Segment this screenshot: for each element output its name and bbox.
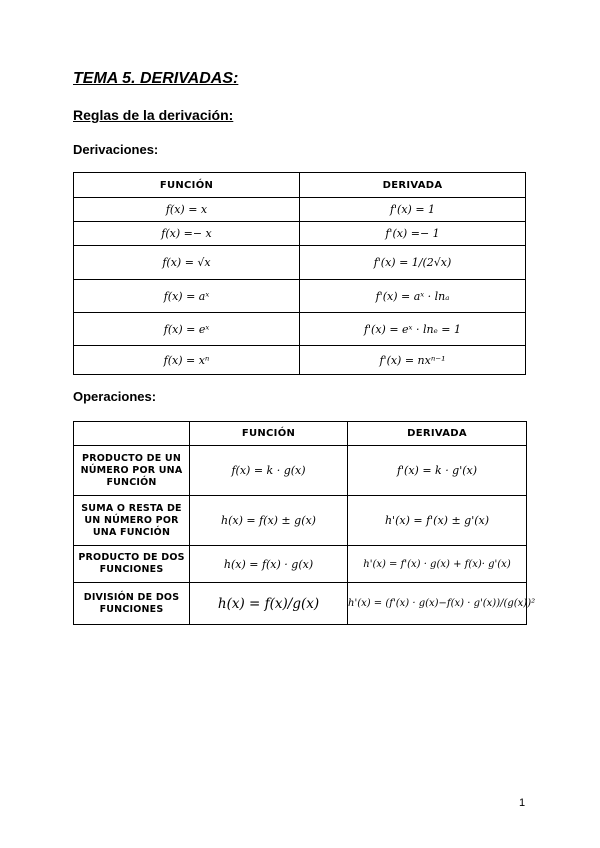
derivaciones-header-row [74, 173, 526, 198]
operaciones-heading: Operaciones: [73, 389, 157, 404]
funcion-cell: f(x) = k · g(x) [190, 446, 348, 496]
derivada-cell: h'(x) = f'(x) · g(x) + f(x)· g'(x) [348, 546, 527, 583]
derivada-cell: f'(x) = eˣ · lnₑ = 1 [300, 313, 526, 346]
operation-label: PRODUCTO DE UN NÚMERO POR UNA FUNCIÓN [74, 446, 190, 496]
table-row [74, 583, 527, 625]
derivada-cell: h'(x) = (f'(x) · g(x)−f(x) · g'(x))/(g(x))² [348, 583, 527, 625]
operation-label: SUMA O RESTA DE UN NÚMERO POR UNA FUNCIÓN [74, 496, 190, 546]
operaciones-table [73, 421, 536, 625]
header-funcion: FUNCIÓN [74, 173, 300, 198]
table-row [74, 496, 527, 546]
derivaciones-heading: Derivaciones: [73, 142, 159, 157]
derivada-cell: f'(x) =− 1 [300, 222, 526, 246]
funcion-cell: h(x) = f(x)/g(x) [190, 583, 348, 625]
derivada-cell: f'(x) = 1/(2√x) [300, 246, 526, 280]
derivada-cell: h'(x) = f'(x) ± g'(x) [348, 496, 527, 546]
table-row [74, 222, 526, 246]
funcion-cell: f(x) = x [74, 198, 300, 222]
funcion-cell: f(x) =− x [74, 222, 300, 246]
table-row [74, 546, 527, 583]
funcion-cell: f(x) = √x [74, 246, 300, 280]
funcion-cell: f(x) = eˣ [74, 313, 300, 346]
table-row [74, 346, 526, 375]
derivaciones-table [73, 172, 526, 375]
derivada-cell: f'(x) = k · g'(x) [348, 446, 527, 496]
funcion-cell: f(x) = aˣ [74, 280, 300, 313]
header-derivada: DERIVADA [300, 173, 526, 198]
operation-label: PRODUCTO DE DOS FUNCIONES [74, 546, 190, 583]
header-empty [74, 422, 190, 446]
derivada-cell: f'(x) = 1 [300, 198, 526, 222]
document-title: TEMA 5. DERIVADAS: [73, 70, 239, 87]
table-row [74, 446, 527, 496]
funcion-cell: h(x) = f(x) ± g(x) [190, 496, 348, 546]
table-row [74, 313, 526, 346]
funcion-cell: h(x) = f(x) · g(x) [190, 546, 348, 583]
derivada-cell: f'(x) = nxⁿ⁻¹ [300, 346, 526, 375]
header-funcion: FUNCIÓN [190, 422, 348, 446]
derivada-cell: f'(x) = aˣ · lnₐ [300, 280, 526, 313]
rules-subtitle: Reglas de la derivación: [73, 107, 234, 123]
table-row [74, 198, 526, 222]
funcion-cell: f(x) = xⁿ [74, 346, 300, 375]
header-derivada: DERIVADA [348, 422, 527, 446]
operation-label: DIVISIÓN DE DOS FUNCIONES [74, 583, 190, 625]
page-number: 1 [519, 797, 526, 809]
table-row [74, 280, 526, 313]
table-row [74, 246, 526, 280]
operaciones-header-row [74, 422, 527, 446]
